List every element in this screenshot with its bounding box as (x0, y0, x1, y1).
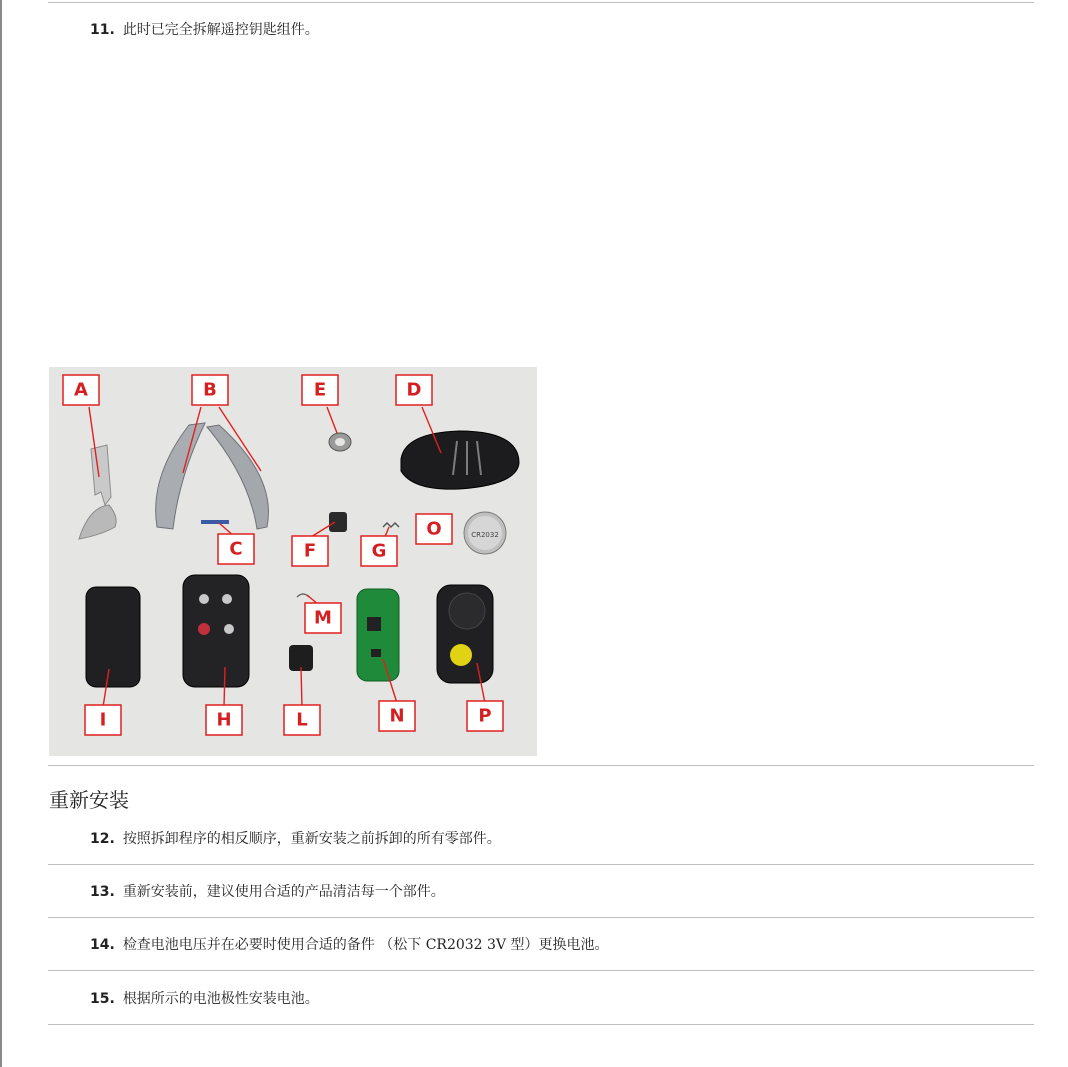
part-i-rear-shell (86, 587, 140, 687)
label-d (396, 375, 432, 405)
svg-text:D: D (406, 379, 422, 401)
rule-top (48, 2, 1034, 3)
svg-text:B: B (203, 379, 217, 401)
svg-text:E: E (313, 379, 327, 401)
svg-text:O: O (426, 518, 442, 540)
svg-text:C: C (229, 538, 243, 560)
step-12 (90, 829, 501, 849)
label-l (284, 705, 320, 735)
step-text: 此时已完全拆解遥控钥匙组件。 (122, 22, 319, 38)
part-n-pcb (357, 589, 399, 681)
step-number: 15. (90, 991, 115, 1007)
svg-text:N: N (389, 705, 405, 727)
label-e (302, 375, 338, 405)
step-text: 根据所示的电池极性安装电池。 (122, 991, 319, 1007)
leader-h (224, 667, 225, 707)
label-g (361, 536, 397, 566)
label-a (63, 375, 99, 405)
part-o-battery (464, 512, 506, 554)
part-d-top-cover (401, 431, 519, 489)
label-b (192, 375, 228, 405)
step-14 (90, 935, 609, 955)
rule-step-13 (48, 917, 1034, 918)
page-left-edge (0, 0, 2, 1067)
svg-text:L: L (296, 709, 308, 731)
rule-step-12 (48, 864, 1034, 865)
step-number: 11. (90, 22, 115, 38)
part-f-piece (329, 512, 347, 532)
part-p-battery-holder (437, 585, 493, 683)
label-f (292, 536, 328, 566)
key-parts-photo (49, 367, 537, 756)
step-13 (90, 882, 445, 902)
svg-text:F: F (303, 540, 317, 562)
label-n (379, 701, 415, 731)
label-c (218, 534, 254, 564)
label-m (305, 603, 341, 633)
part-h-button-housing (183, 575, 249, 687)
label-p (467, 701, 503, 731)
step-text: 检查电池电压并在必要时使用合适的备件 （松下 CR2032 3V 型）更换电池。 (122, 937, 609, 953)
part-c-screw (201, 520, 229, 524)
section-title: 重新安装 (49, 788, 129, 812)
rule-before-section (48, 765, 1034, 766)
step-text: 按照拆卸程序的相反顺序，重新安装之前拆卸的所有零部件。 (122, 831, 501, 847)
step-11 (90, 20, 319, 40)
label-o (416, 514, 452, 544)
step-number: 14. (90, 937, 115, 953)
label-h (206, 705, 242, 735)
svg-text:G: G (371, 540, 387, 562)
label-i (85, 705, 121, 735)
part-e-ring (329, 433, 351, 451)
step-number: 12. (90, 831, 115, 847)
svg-text:P: P (478, 705, 492, 727)
svg-text:M: M (314, 607, 332, 629)
step-number: 13. (90, 884, 115, 900)
rule-step-14 (48, 970, 1034, 971)
leader-l (301, 667, 302, 707)
rule-step-15 (48, 1024, 1034, 1025)
svg-text:A: A (74, 379, 88, 401)
svg-text:H: H (216, 709, 232, 731)
step-15 (90, 989, 319, 1009)
battery-print: CR2032 (471, 531, 499, 539)
step-text: 重新安装前，建议使用合适的产品清洁每一个部件。 (122, 884, 445, 900)
svg-text:I: I (99, 709, 107, 731)
parts-illustration (49, 367, 537, 756)
